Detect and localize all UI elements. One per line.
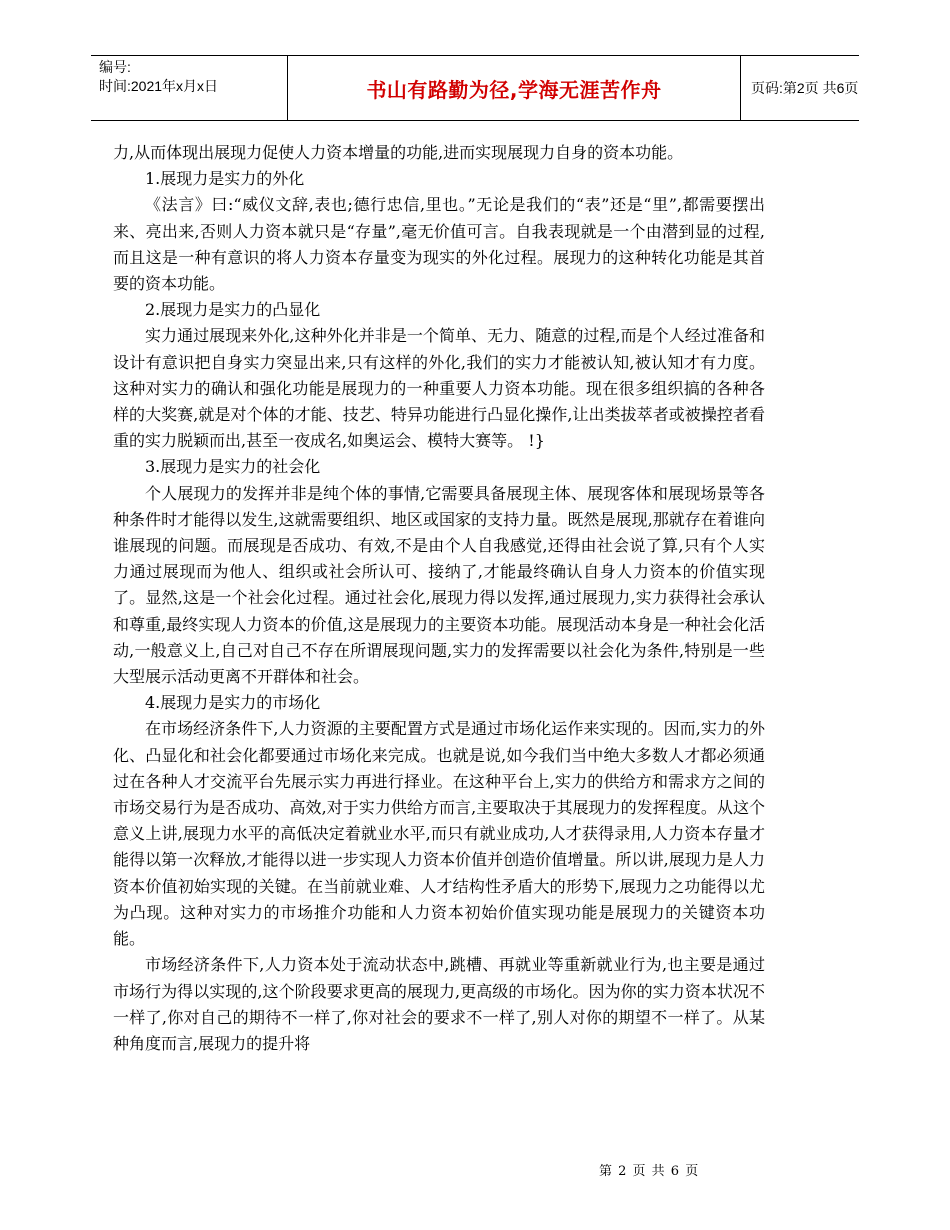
body-paragraph: 在市场经济条件下,人力资源的主要配置方式是通过市场化运作来实现的。因而,实力的外化、凸显化和社会化都要通过市场化来完成。也就是说,如今我们当中绝大多数人才都必须通过在各种人才交流平台先展示实力再进行择业。在这种平台上,实力的供给方和需求方之间的市场交易行为是否成功、高效,对于实力供给方而言,主要取决于其展现力的发挥程度。从这个意义上讲,展现力水平的高低决定着就业水平,而只有就业成功,人才获得录用,人力资本存量才能得以第一次释放,才能得以进一步实现人力资本价值并创造价值增量。所以讲,展现力是人力资本价值初始实现的关键。在当前就业难、人才结构性矛盾大的形势下,展现力之功能得以尤为凸现。这种对实力的市场推介功能和人力资本初始价值实现功能是展现力的关键资本功能。: [113, 719, 765, 949]
section-heading-3: 3.展现力是实力的社会化: [145, 457, 321, 477]
header-motto: 书山有路勤为径,学海无涯苦作舟: [366, 77, 662, 102]
doc-time-label: 时间:2021年x月x日: [99, 78, 219, 94]
page-footer: 第 2 页 共 6 页: [599, 1164, 699, 1179]
page-header: [91, 55, 859, 121]
header-motto-cell: [287, 56, 741, 120]
section-heading-4: 4.展现力是实力的市场化: [145, 693, 321, 713]
body-paragraph: 个人展现力的发挥并非是纯个体的事情,它需要具备展现主体、展现客体和展现场景等各种条件时才能得以发生,这就需要组织、地区或国家的支持力量。既然是展现,那就存在着谁向谁展现的问题。而展现是否成功、有效,不是由个人自我感觉,还得由社会说了算,只有个人实力通过展现而为他人、组织或社会所认可、接纳了,才能最终确认自身人力资本的价值实现了。显然,这是一个社会化过程。通过社会化,展现力得以发挥,通过展现力,实力获得社会承认和尊重,最终实现人力资本的价值,这是展现力的主要资本功能。展现活动本身是一种社会化活动,一般意义上,自己对自己不存在所谓展现问题,实力的发挥需要以社会化为条件,特别是一些大型展示活动更离不开群体和社会。: [113, 483, 765, 687]
header-info: [99, 58, 287, 96]
header-page-info: 页码:第2页 共6页: [751, 80, 859, 96]
section-heading-2: 2.展现力是实力的凸显化: [145, 300, 321, 320]
doc-number-label: 编号:: [99, 59, 131, 75]
document-body: [113, 140, 765, 1057]
body-paragraph: 力,从而体现出展现力促使人力资本增量的功能,进而实现展现力自身的资本功能。: [113, 143, 684, 162]
body-paragraph: 市场经济条件下,人力资本处于流动状态中,跳槽、再就业等重新就业行为,也主要是通过市场行为得以实现的,这个阶段要求更高的展现力,更高级的市场化。因为你的实力资本状况不一样了,你对自己的期待不一样了,你对社会的要求不一样了,别人对你的期望不一样了。从某种角度而言,展现力的提升将: [113, 955, 765, 1053]
section-heading-1: 1.展现力是实力的外化: [145, 169, 305, 189]
body-paragraph: 实力通过展现来外化,这种外化并非是一个简单、无力、随意的过程,而是个人经过准备和设计有意识把自身实力突显出来,只有这样的外化,我们的实力才能被认知,被认知才有力度。这种对实力的确认和强化功能是展现力的一种重要人力资本功能。现在很多组织搞的各种各样的大奖赛,就是对个体的才能、技艺、特异功能进行凸显化操作,让出类拔萃者或被操控者看重的实力脱颖而出,甚至一夜成名,如奥运会、模特大赛等。 !}: [113, 326, 765, 451]
body-paragraph: 《法言》曰:“威仪文辞,表也;德行忠信,里也。”无论是我们的“表”还是“里”,都需要摆出来、亮出来,否则人力资本就只是“存量”,毫无价值可言。自我表现就是一个由潜到显的过程,而且这是一种有意识的将人力资本存量变为现实的外化过程。展现力的这种转化功能是其首要的资本功能。: [113, 195, 765, 294]
